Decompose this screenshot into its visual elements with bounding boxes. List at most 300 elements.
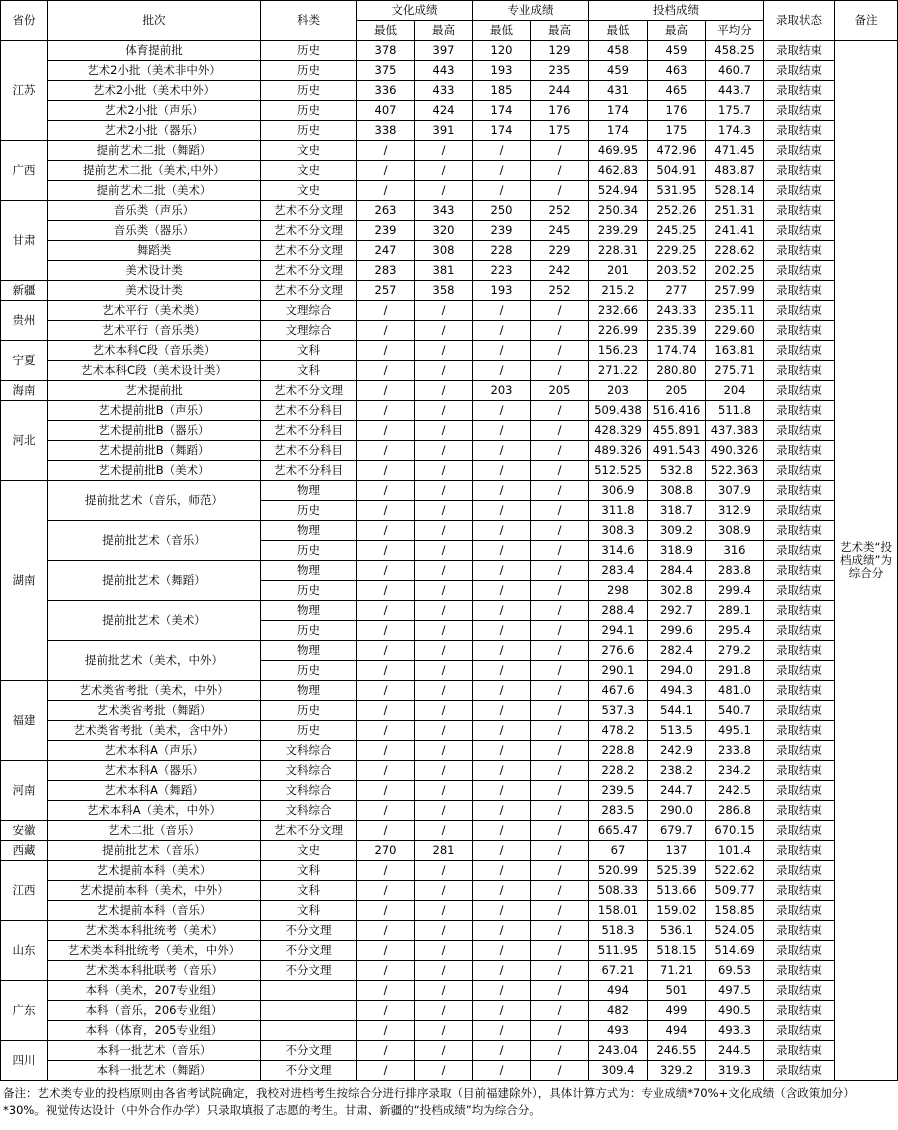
profession-min-cell: / [473, 161, 531, 181]
profession-max-cell: 252 [531, 201, 589, 221]
profession-max-cell: 205 [531, 381, 589, 401]
profession-min-cell: / [473, 341, 531, 361]
culture-min-cell: / [357, 161, 415, 181]
batch-cell: 艺术2小批（器乐） [48, 121, 261, 141]
status-cell: 录取结束 [764, 561, 835, 581]
profession-min-cell: / [473, 861, 531, 881]
subject-cell: 物理 [261, 601, 357, 621]
header-batch: 批次 [48, 1, 261, 41]
status-cell: 录取结束 [764, 461, 835, 481]
batch-cell: 提前艺术二批（舞蹈） [48, 141, 261, 161]
filing-avg-cell: 283.8 [706, 561, 764, 581]
profession-max-cell: / [531, 741, 589, 761]
table-row [1, 121, 898, 141]
table-row [1, 841, 898, 861]
filing-avg-cell: 286.8 [706, 801, 764, 821]
culture-max-cell: / [415, 621, 473, 641]
batch-cell: 体育提前批 [48, 41, 261, 61]
batch-cell: 提前批艺术（音乐，师范） [48, 481, 261, 521]
status-cell: 录取结束 [764, 681, 835, 701]
culture-max-cell: 343 [415, 201, 473, 221]
filing-avg-cell: 307.9 [706, 481, 764, 501]
subject-cell: 文科综合 [261, 781, 357, 801]
filing-min-cell: 228.31 [589, 241, 648, 261]
culture-max-cell: / [415, 661, 473, 681]
table-row [1, 261, 898, 281]
filing-avg-cell: 493.3 [706, 1021, 764, 1041]
table-body [1, 41, 898, 1081]
subject-cell: 不分文理 [261, 1061, 357, 1081]
batch-cell: 美术设计类 [48, 281, 261, 301]
header-province: 省份 [1, 1, 48, 41]
province-cell: 海南 [1, 381, 48, 401]
culture-min-cell: 263 [357, 201, 415, 221]
profession-min-cell: / [473, 301, 531, 321]
filing-min-cell: 239.29 [589, 221, 648, 241]
table-row [1, 601, 898, 621]
profession-min-cell: / [473, 621, 531, 641]
batch-cell: 本科一批艺术（舞蹈） [48, 1061, 261, 1081]
status-cell: 录取结束 [764, 281, 835, 301]
filing-min-cell: 298 [589, 581, 648, 601]
province-cell: 山东 [1, 921, 48, 981]
culture-max-cell: / [415, 681, 473, 701]
filing-min-cell: 508.33 [589, 881, 648, 901]
filing-min-cell: 311.8 [589, 501, 648, 521]
filing-max-cell: 245.25 [648, 221, 706, 241]
culture-min-cell: / [357, 141, 415, 161]
culture-max-cell: / [415, 321, 473, 341]
filing-max-cell: 137 [648, 841, 706, 861]
batch-cell: 本科（体育，205专业组） [48, 1021, 261, 1041]
filing-max-cell: 238.2 [648, 761, 706, 781]
status-cell: 录取结束 [764, 381, 835, 401]
status-cell: 录取结束 [764, 401, 835, 421]
profession-max-cell: 235 [531, 61, 589, 81]
culture-max-cell: / [415, 161, 473, 181]
status-cell: 录取结束 [764, 321, 835, 341]
filing-min-cell: 314.6 [589, 541, 648, 561]
batch-cell: 提前批艺术（美术） [48, 601, 261, 641]
header-filing-max: 最高 [648, 21, 706, 41]
profession-min-cell: 250 [473, 201, 531, 221]
footnote: 备注：艺术类专业的投档原则由各省考试院确定，我校对进档考生按综合分进行排序录取（目前福建除外），具体计算方式为：专业成绩*70%+文化成绩（含政策加分）*30%。视觉传达设计（中外合作办学）只录取填报了志愿的考生。甘肃、新疆的“投档成绩”均为综合分。 [3, 1086, 855, 1117]
filing-min-cell: 308.3 [589, 521, 648, 541]
culture-min-cell: / [357, 361, 415, 381]
status-cell: 录取结束 [764, 221, 835, 241]
status-cell: 录取结束 [764, 601, 835, 621]
batch-cell: 本科一批艺术（音乐） [48, 1041, 261, 1061]
subject-cell: 不分文理 [261, 961, 357, 981]
profession-max-cell: / [531, 641, 589, 661]
table-row [1, 481, 898, 501]
filing-max-cell: 292.7 [648, 601, 706, 621]
profession-max-cell: / [531, 721, 589, 741]
batch-cell: 艺术平行（美术类） [48, 301, 261, 321]
profession-max-cell: / [531, 921, 589, 941]
subject-cell: 不分文理 [261, 921, 357, 941]
subject-cell [261, 981, 357, 1001]
subject-cell: 物理 [261, 641, 357, 661]
header-filing-min: 最低 [589, 21, 648, 41]
status-cell: 录取结束 [764, 541, 835, 561]
culture-max-cell: 433 [415, 81, 473, 101]
filing-min-cell: 309.4 [589, 1061, 648, 1081]
profession-min-cell: / [473, 541, 531, 561]
culture-max-cell: 443 [415, 61, 473, 81]
profession-max-cell: / [531, 761, 589, 781]
province-cell: 西藏 [1, 841, 48, 861]
profession-max-cell: / [531, 861, 589, 881]
filing-min-cell: 158.01 [589, 901, 648, 921]
table-row [1, 181, 898, 201]
status-cell: 录取结束 [764, 181, 835, 201]
subject-cell: 历史 [261, 721, 357, 741]
province-cell: 新疆 [1, 281, 48, 301]
table-row [1, 341, 898, 361]
filing-max-cell: 536.1 [648, 921, 706, 941]
culture-max-cell: / [415, 1001, 473, 1021]
subject-cell: 艺术不分文理 [261, 221, 357, 241]
batch-cell: 艺术类本科批统考（美术，中外） [48, 941, 261, 961]
culture-max-cell: / [415, 721, 473, 741]
table-row [1, 321, 898, 341]
filing-max-cell: 308.8 [648, 481, 706, 501]
table-row [1, 901, 898, 921]
batch-cell: 音乐类（器乐） [48, 221, 261, 241]
status-cell: 录取结束 [764, 761, 835, 781]
filing-avg-cell: 458.25 [706, 41, 764, 61]
culture-min-cell: / [357, 641, 415, 661]
table-row [1, 141, 898, 161]
header-profession-min: 最低 [473, 21, 531, 41]
culture-min-cell: / [357, 301, 415, 321]
filing-min-cell: 509.438 [589, 401, 648, 421]
batch-cell: 美术设计类 [48, 261, 261, 281]
filing-avg-cell: 233.8 [706, 741, 764, 761]
subject-cell: 文史 [261, 161, 357, 181]
filing-min-cell: 239.5 [589, 781, 648, 801]
culture-max-cell: / [415, 381, 473, 401]
profession-min-cell: / [473, 761, 531, 781]
filing-min-cell: 226.99 [589, 321, 648, 341]
filing-max-cell: 244.7 [648, 781, 706, 801]
filing-avg-cell: 437.383 [706, 421, 764, 441]
batch-cell: 艺术本科C段（音乐类） [48, 341, 261, 361]
filing-avg-cell: 443.7 [706, 81, 764, 101]
batch-cell: 艺术二批（音乐） [48, 821, 261, 841]
filing-avg-cell: 174.3 [706, 121, 764, 141]
profession-min-cell: / [473, 701, 531, 721]
filing-avg-cell: 522.62 [706, 861, 764, 881]
status-cell: 录取结束 [764, 841, 835, 861]
province-cell: 贵州 [1, 301, 48, 341]
profession-max-cell: / [531, 981, 589, 1001]
batch-cell: 提前批艺术（音乐） [48, 841, 261, 861]
subject-cell: 文史 [261, 141, 357, 161]
filing-max-cell: 318.9 [648, 541, 706, 561]
header-status: 录取状态 [764, 1, 835, 41]
subject-cell: 艺术不分文理 [261, 241, 357, 261]
filing-avg-cell: 528.14 [706, 181, 764, 201]
filing-max-cell: 299.6 [648, 621, 706, 641]
filing-min-cell: 665.47 [589, 821, 648, 841]
filing-max-cell: 329.2 [648, 1061, 706, 1081]
profession-min-cell: / [473, 501, 531, 521]
culture-max-cell: 308 [415, 241, 473, 261]
culture-min-cell: / [357, 981, 415, 1001]
filing-avg-cell: 251.31 [706, 201, 764, 221]
culture-min-cell: / [357, 701, 415, 721]
table-row [1, 781, 898, 801]
filing-avg-cell: 497.5 [706, 981, 764, 1001]
subject-cell: 艺术不分文理 [261, 261, 357, 281]
filing-avg-cell: 163.81 [706, 341, 764, 361]
status-cell: 录取结束 [764, 961, 835, 981]
header-culture-score: 文化成绩 [357, 1, 473, 21]
status-cell: 录取结束 [764, 1041, 835, 1061]
culture-max-cell: 391 [415, 121, 473, 141]
profession-max-cell: 242 [531, 261, 589, 281]
culture-min-cell: / [357, 421, 415, 441]
culture-min-cell: / [357, 761, 415, 781]
table-row [1, 861, 898, 881]
status-cell: 录取结束 [764, 881, 835, 901]
table-row [1, 801, 898, 821]
filing-min-cell: 203 [589, 381, 648, 401]
profession-max-cell: / [531, 961, 589, 981]
status-cell: 录取结束 [764, 201, 835, 221]
profession-min-cell: / [473, 781, 531, 801]
culture-max-cell: / [415, 981, 473, 1001]
filing-min-cell: 458 [589, 41, 648, 61]
status-cell: 录取结束 [764, 121, 835, 141]
filing-avg-cell: 312.9 [706, 501, 764, 521]
subject-cell: 不分文理 [261, 1041, 357, 1061]
province-cell: 河南 [1, 761, 48, 821]
profession-max-cell: / [531, 501, 589, 521]
status-cell: 录取结束 [764, 341, 835, 361]
batch-cell: 艺术平行（音乐类） [48, 321, 261, 341]
profession-max-cell: / [531, 321, 589, 341]
status-cell: 录取结束 [764, 421, 835, 441]
culture-max-cell: / [415, 441, 473, 461]
culture-min-cell: / [357, 1041, 415, 1061]
culture-max-cell: / [415, 421, 473, 441]
culture-min-cell: / [357, 801, 415, 821]
filing-max-cell: 309.2 [648, 521, 706, 541]
subject-cell: 历史 [261, 101, 357, 121]
filing-max-cell: 277 [648, 281, 706, 301]
profession-min-cell: 174 [473, 101, 531, 121]
profession-min-cell: / [473, 841, 531, 861]
filing-min-cell: 493 [589, 1021, 648, 1041]
table-row [1, 401, 898, 421]
culture-max-cell: / [415, 541, 473, 561]
culture-max-cell: / [415, 901, 473, 921]
subject-cell: 文史 [261, 841, 357, 861]
culture-min-cell: / [357, 881, 415, 901]
status-cell: 录取结束 [764, 721, 835, 741]
batch-cell: 提前批艺术（舞蹈） [48, 561, 261, 601]
culture-min-cell: / [357, 181, 415, 201]
status-cell: 录取结束 [764, 821, 835, 841]
filing-min-cell: 462.83 [589, 161, 648, 181]
province-cell: 四川 [1, 1041, 48, 1081]
batch-cell: 艺术类本科批统考（美术） [48, 921, 261, 941]
province-cell: 甘肃 [1, 201, 48, 281]
filing-avg-cell: 524.05 [706, 921, 764, 941]
filing-avg-cell: 509.77 [706, 881, 764, 901]
filing-max-cell: 525.39 [648, 861, 706, 881]
filing-max-cell: 229.25 [648, 241, 706, 261]
subject-cell: 历史 [261, 41, 357, 61]
batch-cell: 提前批艺术（美术，中外） [48, 641, 261, 681]
filing-max-cell: 459 [648, 41, 706, 61]
subject-cell: 物理 [261, 561, 357, 581]
status-cell: 录取结束 [764, 901, 835, 921]
filing-max-cell: 491.543 [648, 441, 706, 461]
profession-min-cell: / [473, 1001, 531, 1021]
subject-cell: 艺术不分科目 [261, 441, 357, 461]
profession-min-cell: 185 [473, 81, 531, 101]
filing-avg-cell: 299.4 [706, 581, 764, 601]
table-row [1, 721, 898, 741]
province-cell: 湖南 [1, 481, 48, 681]
culture-max-cell: / [415, 401, 473, 421]
filing-avg-cell: 204 [706, 381, 764, 401]
status-cell: 录取结束 [764, 521, 835, 541]
filing-min-cell: 228.8 [589, 741, 648, 761]
table-row [1, 881, 898, 901]
filing-max-cell: 531.95 [648, 181, 706, 201]
culture-min-cell: / [357, 461, 415, 481]
filing-min-cell: 228.2 [589, 761, 648, 781]
status-cell: 录取结束 [764, 1001, 835, 1021]
profession-max-cell: / [531, 781, 589, 801]
culture-max-cell: / [415, 741, 473, 761]
profession-max-cell: / [531, 881, 589, 901]
filing-max-cell: 290.0 [648, 801, 706, 821]
status-cell: 录取结束 [764, 481, 835, 501]
profession-max-cell: / [531, 421, 589, 441]
profession-min-cell: / [473, 741, 531, 761]
culture-min-cell: / [357, 581, 415, 601]
culture-max-cell: / [415, 601, 473, 621]
profession-min-cell: / [473, 641, 531, 661]
profession-max-cell: / [531, 401, 589, 421]
filing-max-cell: 242.9 [648, 741, 706, 761]
status-cell: 录取结束 [764, 241, 835, 261]
profession-min-cell: 203 [473, 381, 531, 401]
filing-min-cell: 174 [589, 121, 648, 141]
culture-min-cell: / [357, 741, 415, 761]
profession-min-cell: / [473, 461, 531, 481]
profession-min-cell: / [473, 681, 531, 701]
profession-max-cell: / [531, 701, 589, 721]
culture-min-cell: 336 [357, 81, 415, 101]
table-row [1, 61, 898, 81]
filing-max-cell: 455.891 [648, 421, 706, 441]
filing-min-cell: 243.04 [589, 1041, 648, 1061]
filing-avg-cell: 295.4 [706, 621, 764, 641]
table-row [1, 421, 898, 441]
subject-cell: 文理综合 [261, 301, 357, 321]
batch-cell: 艺术2小批（美术中外） [48, 81, 261, 101]
culture-max-cell: / [415, 781, 473, 801]
header-filing-score: 投档成绩 [589, 1, 764, 21]
filing-min-cell: 283.4 [589, 561, 648, 581]
culture-max-cell: 397 [415, 41, 473, 61]
filing-avg-cell: 202.25 [706, 261, 764, 281]
batch-cell: 艺术本科A（舞蹈） [48, 781, 261, 801]
filing-min-cell: 67 [589, 841, 648, 861]
profession-min-cell: 193 [473, 61, 531, 81]
culture-min-cell: / [357, 681, 415, 701]
filing-avg-cell: 241.41 [706, 221, 764, 241]
filing-avg-cell: 540.7 [706, 701, 764, 721]
profession-min-cell: / [473, 1061, 531, 1081]
filing-min-cell: 271.22 [589, 361, 648, 381]
filing-min-cell: 67.21 [589, 961, 648, 981]
filing-min-cell: 494 [589, 981, 648, 1001]
subject-cell: 历史 [261, 121, 357, 141]
culture-min-cell: / [357, 721, 415, 741]
filing-min-cell: 482 [589, 1001, 648, 1021]
province-cell: 福建 [1, 681, 48, 761]
table-row [1, 221, 898, 241]
header-subject: 科类 [261, 1, 357, 41]
profession-min-cell: / [473, 661, 531, 681]
profession-max-cell: / [531, 141, 589, 161]
culture-min-cell: / [357, 781, 415, 801]
profession-min-cell: / [473, 961, 531, 981]
batch-cell: 艺术类省考批（美术，中外） [48, 681, 261, 701]
filing-min-cell: 478.2 [589, 721, 648, 741]
filing-min-cell: 518.3 [589, 921, 648, 941]
status-cell: 录取结束 [764, 801, 835, 821]
filing-min-cell: 467.6 [589, 681, 648, 701]
subject-cell: 历史 [261, 581, 357, 601]
filing-avg-cell: 234.2 [706, 761, 764, 781]
table-row [1, 961, 898, 981]
filing-avg-cell: 279.2 [706, 641, 764, 661]
culture-min-cell: 270 [357, 841, 415, 861]
subject-cell: 历史 [261, 621, 357, 641]
subject-cell: 文科综合 [261, 801, 357, 821]
profession-min-cell: 223 [473, 261, 531, 281]
status-cell: 录取结束 [764, 301, 835, 321]
profession-max-cell: / [531, 561, 589, 581]
filing-max-cell: 513.66 [648, 881, 706, 901]
profession-min-cell: / [473, 721, 531, 741]
batch-cell: 艺术提前批 [48, 381, 261, 401]
filing-max-cell: 205 [648, 381, 706, 401]
culture-max-cell: 381 [415, 261, 473, 281]
filing-avg-cell: 291.8 [706, 661, 764, 681]
profession-max-cell: / [531, 341, 589, 361]
table-row [1, 281, 898, 301]
profession-min-cell: / [473, 881, 531, 901]
culture-min-cell: 283 [357, 261, 415, 281]
header-remark: 备注 [835, 1, 898, 41]
filing-max-cell: 302.8 [648, 581, 706, 601]
culture-max-cell: / [415, 361, 473, 381]
status-cell: 录取结束 [764, 581, 835, 601]
culture-min-cell: / [357, 921, 415, 941]
profession-max-cell: / [531, 181, 589, 201]
culture-max-cell: / [415, 581, 473, 601]
